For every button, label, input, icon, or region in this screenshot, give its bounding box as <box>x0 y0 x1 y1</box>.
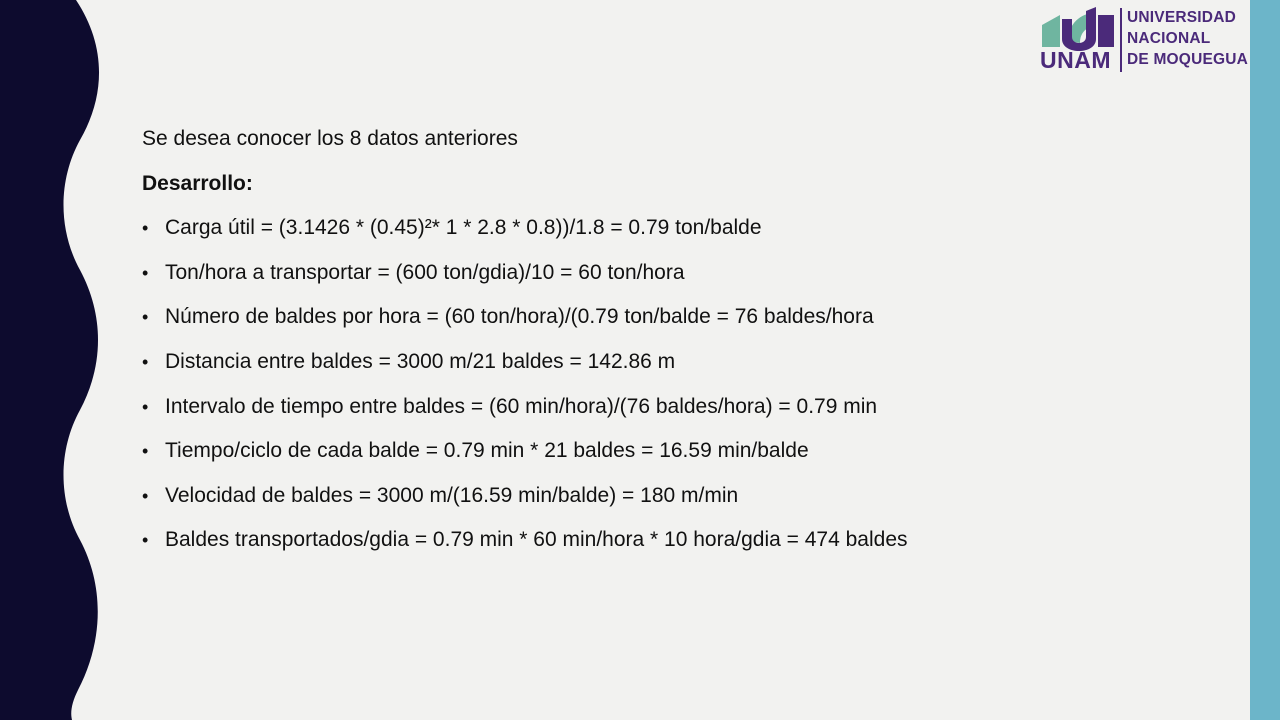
bullet-text: Carga útil = (3.1426 * (0.45)²* 1 * 2.8 * 0.8))/1.8 = 0.79 ton/balde <box>165 216 762 240</box>
slide-body <box>142 124 1222 570</box>
bullet-item <box>142 392 1222 437</box>
bullet-item <box>142 347 1222 392</box>
intro-text: Se desea conocer los 8 datos anteriores <box>142 127 518 150</box>
bullet-icon: • <box>142 441 149 462</box>
bullet-text: Tiempo/ciclo de cada balde = 0.79 min * 21 baldes = 16.59 min/balde <box>165 439 809 463</box>
bullet-item <box>142 258 1222 303</box>
bullet-icon: • <box>142 218 149 239</box>
bullet-text: Intervalo de tiempo entre baldes = (60 min/hora)/(76 baldes/hora) = 0.79 min <box>165 394 878 418</box>
logo-separator <box>1120 8 1122 72</box>
wavy-left-band <box>0 0 110 720</box>
bullet-text: Baldes transportados/gdia = 0.79 min * 60 min/hora * 10 hora/gdia = 474 baldes <box>165 528 908 552</box>
logo-line-3: DE MOQUEGUA <box>1127 51 1249 68</box>
bullet-item <box>142 213 1222 258</box>
logo-university-name <box>1127 8 1248 71</box>
bullet-text: Ton/hora a transportar = (600 ton/gdia)/10 = 60 ton/hora <box>165 260 685 284</box>
bullet-icon: • <box>142 396 149 417</box>
logo-acronym: UNAM <box>1040 47 1111 73</box>
bullet-icon: • <box>142 351 149 372</box>
right-accent-bar <box>1250 0 1280 720</box>
bullet-item <box>142 436 1222 481</box>
bullet-item <box>142 481 1222 526</box>
bullet-text: Número de baldes por hora = (60 ton/hora)/(0.79 ton/balde = 76 baldes/hora <box>165 305 874 329</box>
bullet-icon: • <box>142 485 149 506</box>
bullet-icon: • <box>142 262 149 283</box>
section-heading: Desarrollo: <box>142 171 253 195</box>
bullet-item <box>142 302 1222 347</box>
bullet-icon: • <box>142 530 149 551</box>
bullet-icon: • <box>142 307 149 328</box>
bullet-text: Velocidad de baldes = 3000 m/(16.59 min/balde) = 180 m/min <box>165 483 739 507</box>
bullet-text: Distancia entre baldes = 3000 m/21 baldes = 142.86 m <box>165 349 676 373</box>
bullet-item <box>142 525 1222 570</box>
logo-line-2: NACIONAL <box>1127 30 1211 47</box>
logo-line-1: UNIVERSIDAD <box>1127 9 1236 26</box>
